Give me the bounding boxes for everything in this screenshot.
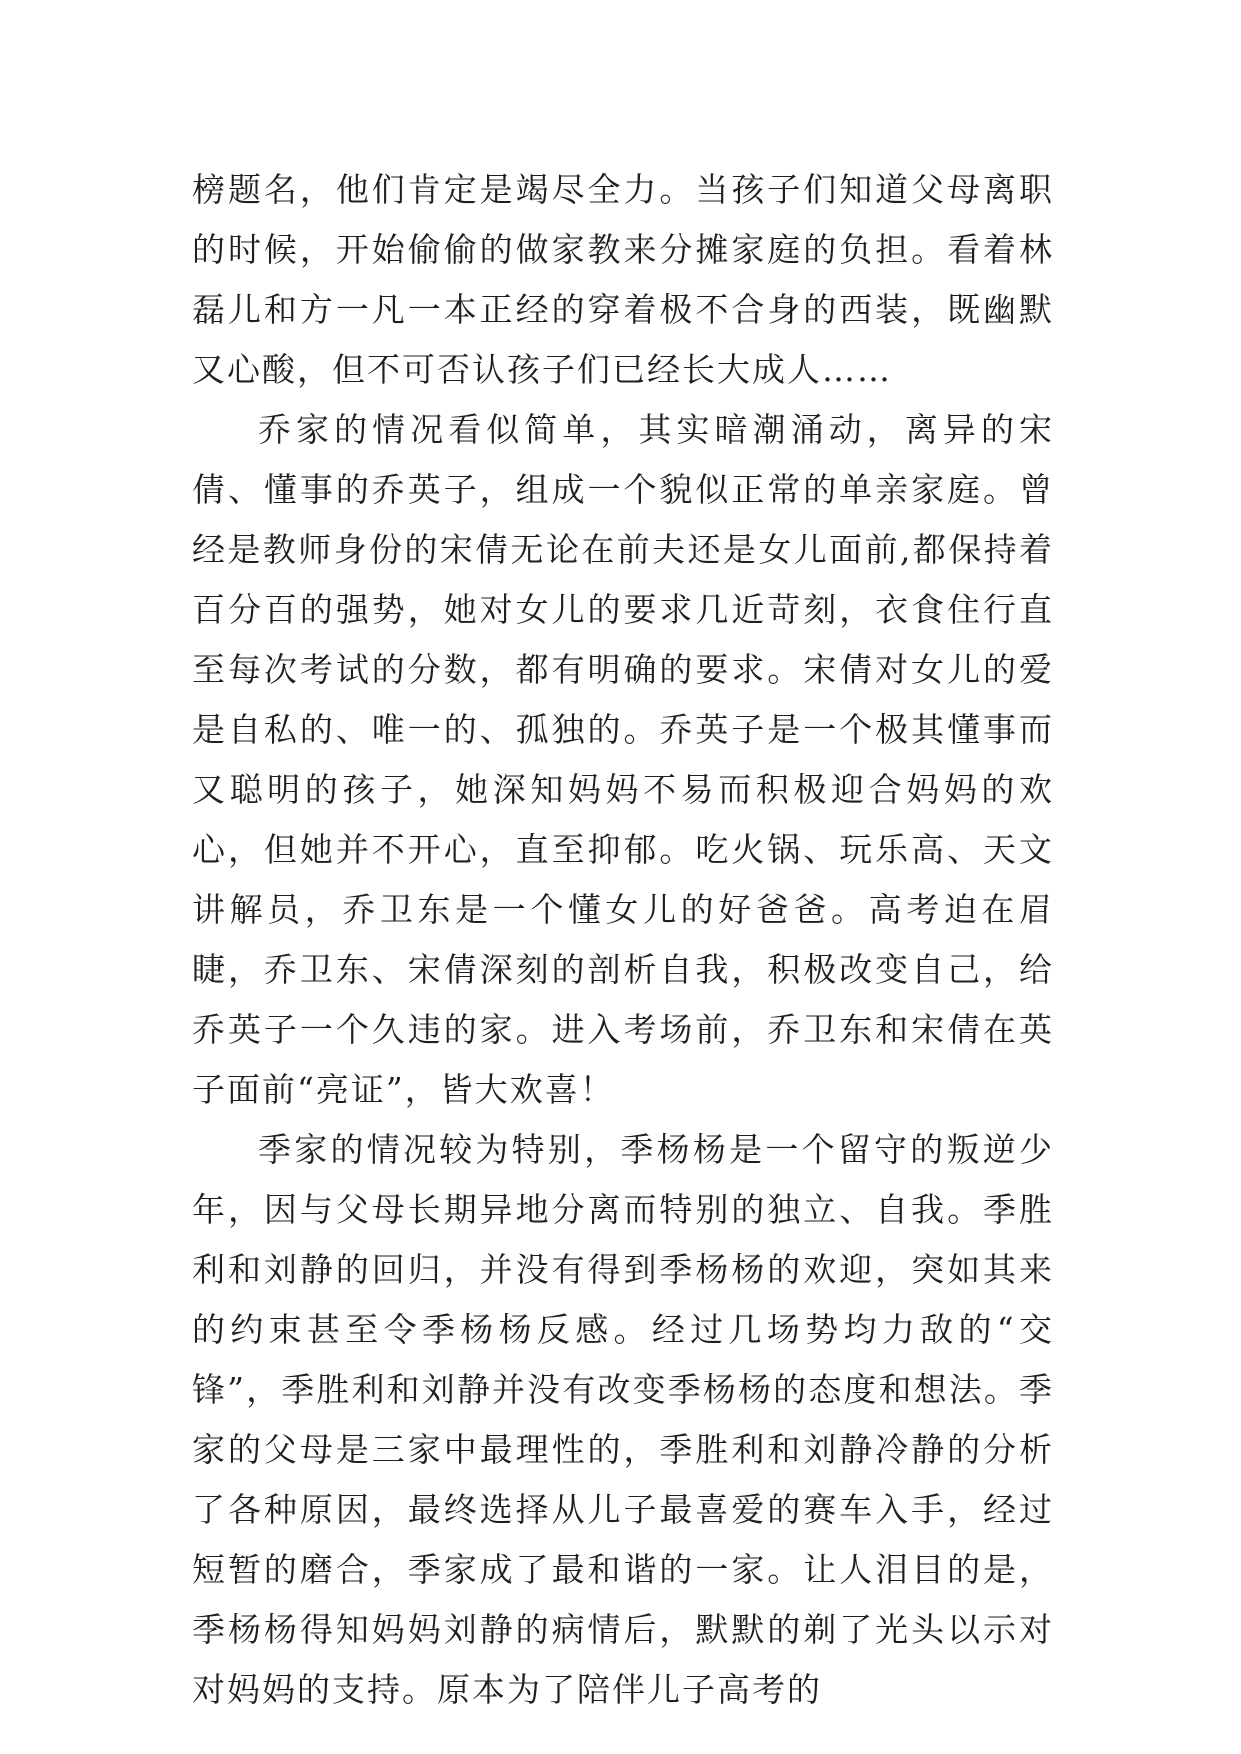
paragraph-2: 乔家的情况看似简单，其实暗潮涌动，离异的宋倩、懂事的乔英子，组成一个貌似正常的单亲家庭。曾经是教师身份的宋倩无论在前夫还是女儿面前,都保持着百分百的强势，她对女儿的要求几近苛刻，衣食住行直至每次考试的分数，都有明确的要求。宋倩对女儿的爱是自私的、唯一的、孤独的。乔英子是一个极其懂事而又聪明的孩子，她深知妈妈不易而积极迎合妈妈的欢心，但她并不开心，直至抑郁。吃火锅、玩乐高、天文讲解员，乔卫东是一个懂女儿的好爸爸。高考迫在眉睫，乔卫东、宋倩深刻的剖析自我，积极改变自己，给乔英子一个久违的家。进入考场前，乔卫东和宋倩在英子面前“亮证”，皆大欢喜！ bbox=[192, 410, 1054, 1109]
body-text bbox=[192, 160, 1054, 1720]
paragraph-3: 季家的情况较为特别，季杨杨是一个留守的叛逆少年，因与父母长期异地分离而特别的独立、自我。季胜利和刘静的回归，并没有得到季杨杨的欢迎，突如其来的约束甚至令季杨杨反感。经过几场势均力敌的“交锋”，季胜利和刘静并没有改变季杨杨的态度和想法。季家的父母是三家中最理性的，季胜利和刘静冷静的分析了各种原因，最终选择从儿子最喜爱的赛车入手，经过短暂的磨合，季家成了最和谐的一家。让人泪目的是，季杨杨得知妈妈刘静的病情后，默默的剃了光头以示对对妈妈的支持。原本为了陪伴儿子高考的 bbox=[192, 1130, 1054, 1709]
paragraph-1: 榜题名，他们肯定是竭尽全力。当孩子们知道父母离职的时候，开始偷偷的做家教来分摊家庭的负担。看着林磊儿和方一凡一本正经的穿着极不合身的西装，既幽默又心酸，但不可否认孩子们已经长大成人…… bbox=[192, 170, 1054, 389]
